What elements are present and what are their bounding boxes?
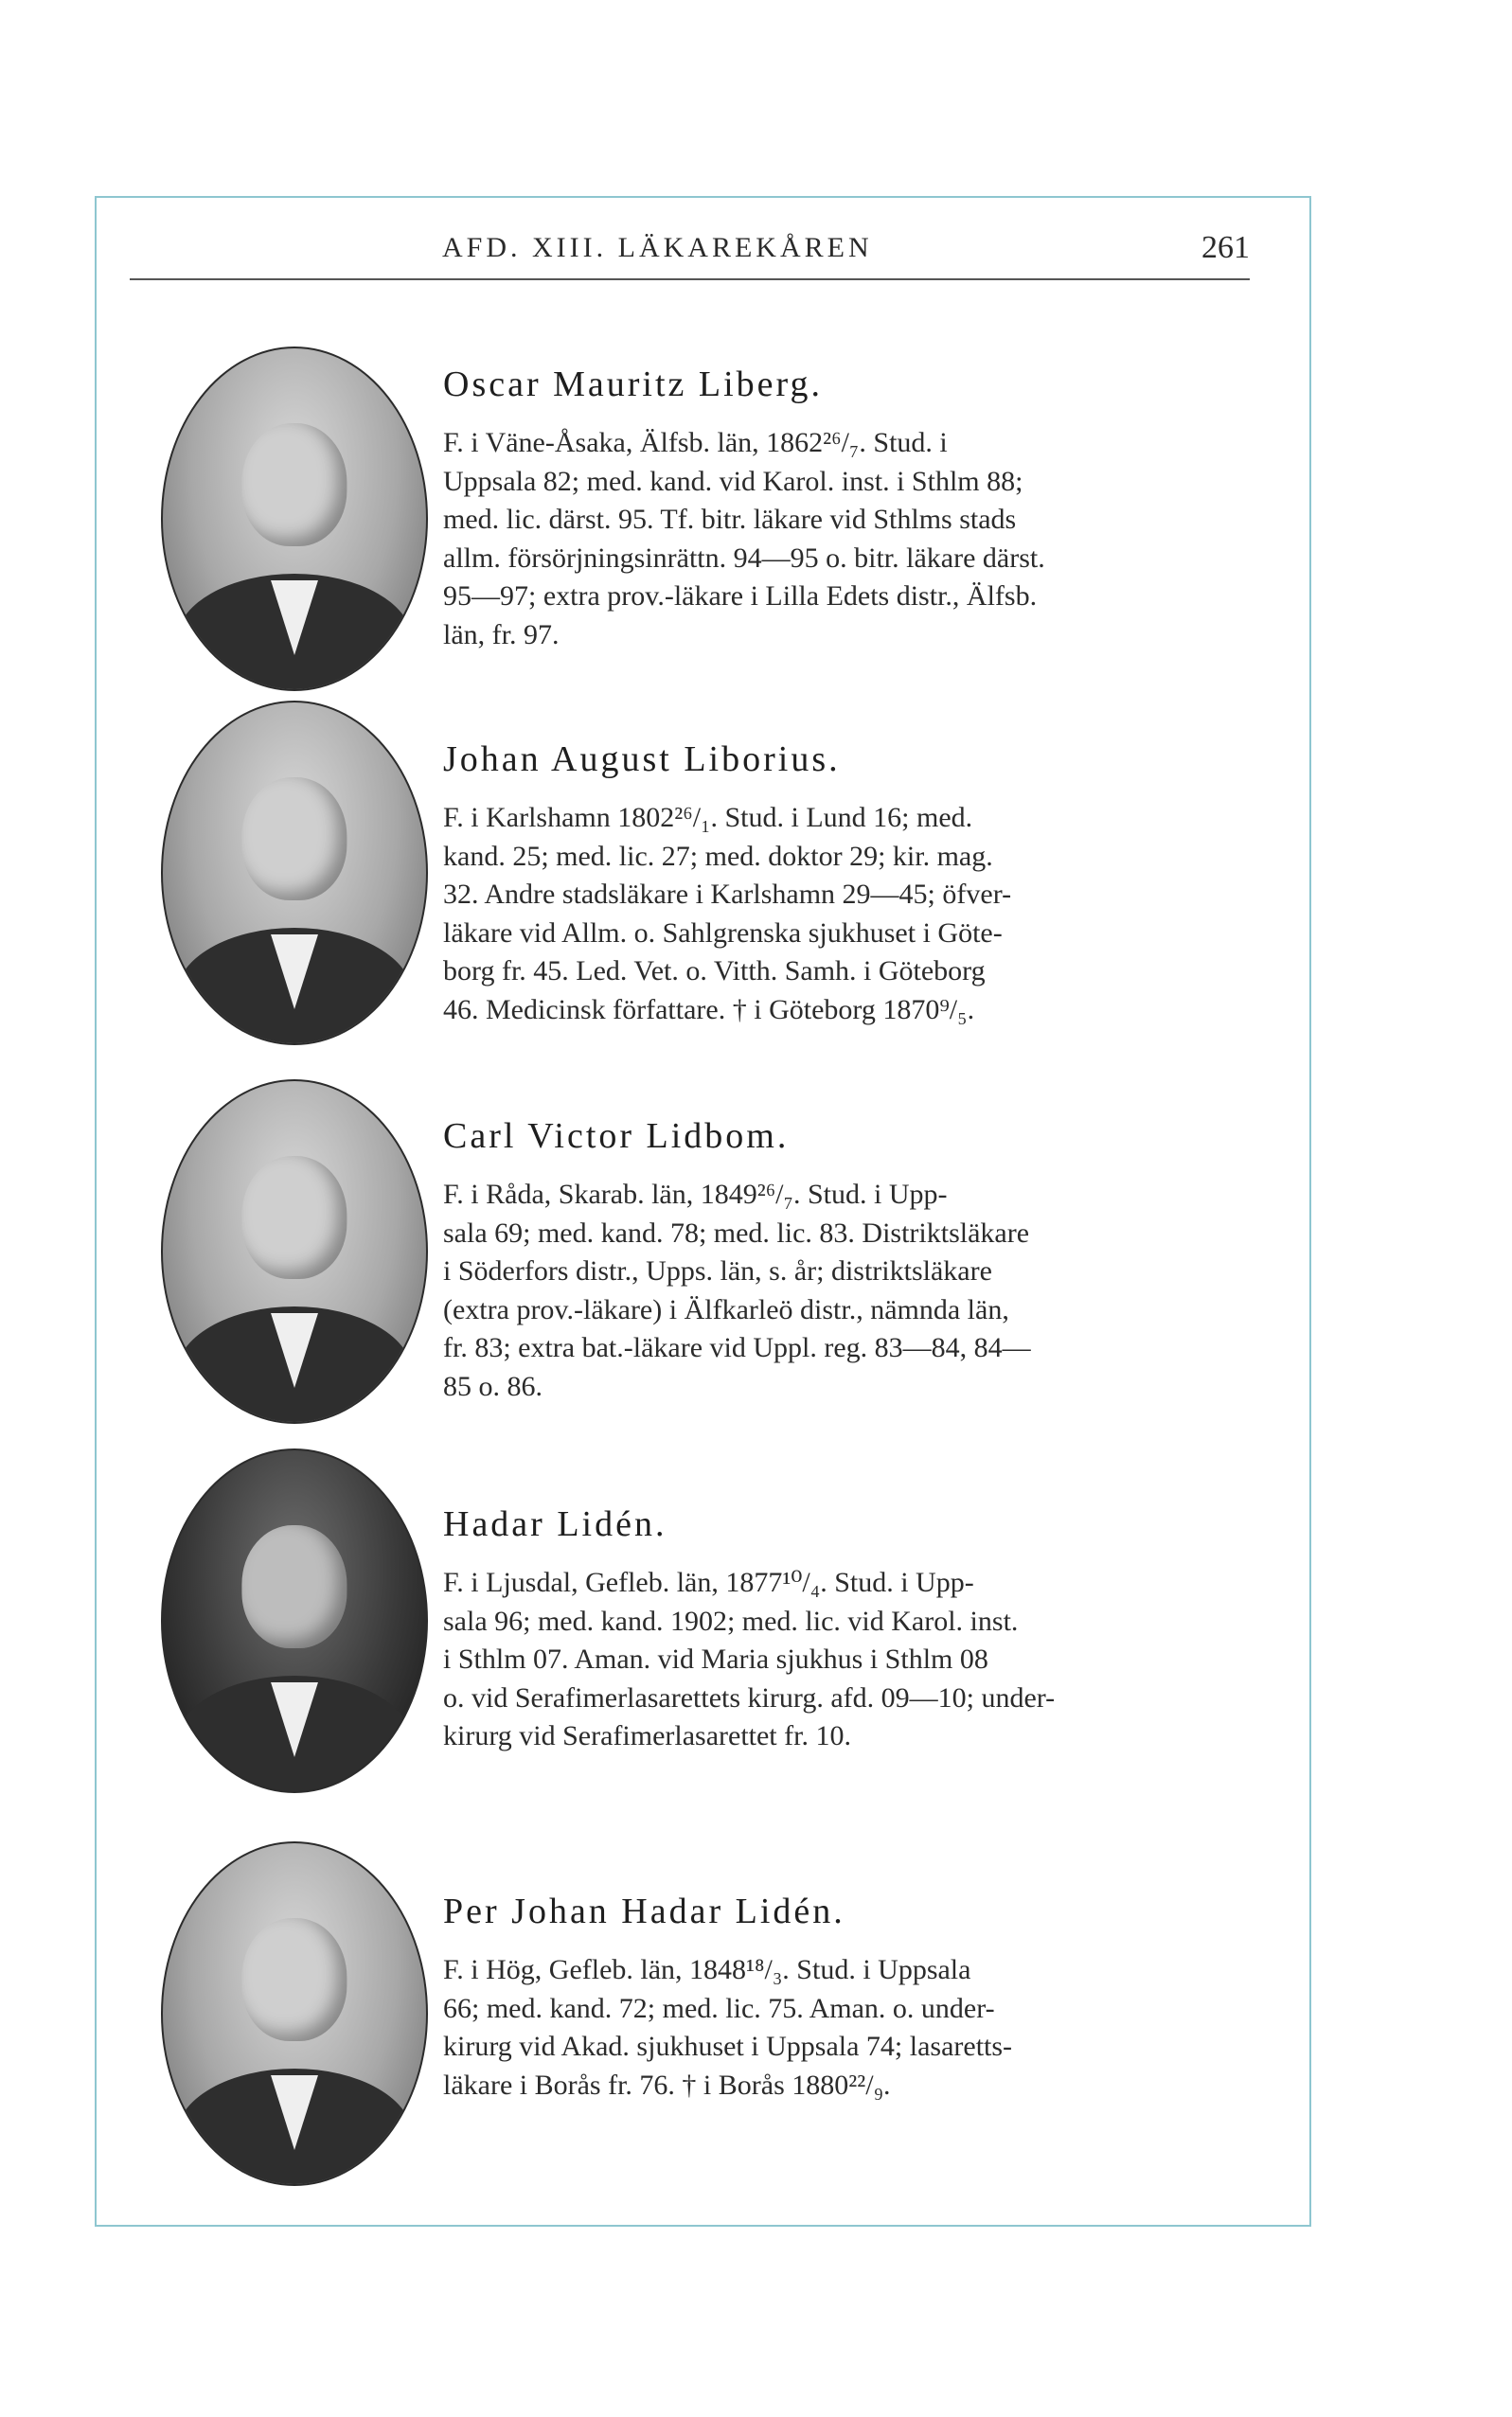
portrait-head [241, 1156, 347, 1279]
bio-line: län, fr. 97. [443, 618, 560, 650]
page-number: 261 [1201, 230, 1250, 265]
bio-line: 85 o. 86. [443, 1370, 543, 1402]
bio-line: kand. 25; med. lic. 27; med. doktor 29; kir. mag. [443, 840, 993, 872]
bio-line: i Söderfors distr., Upps. län, s. år; distriktsläkare [443, 1255, 992, 1287]
portrait-head [241, 1918, 347, 2041]
bio-line: allm. försörjningsinrättn. 94—95 o. bitr. läkare därst. [443, 542, 1045, 574]
bio-line: F. i Väne-Åsaka, Älfsb. län, 1862²⁶/₇. Stud. i [443, 427, 948, 458]
header-rule [130, 278, 1250, 280]
bio-line: kirurg vid Akad. sjukhuset i Uppsala 74; lasaretts- [443, 2031, 1013, 2062]
biography-text [443, 1891, 1253, 2105]
bio-line: Uppsala 82; med. kand. vid Karol. inst. i Sthlm 88; [443, 465, 1023, 497]
portrait-photo [161, 701, 428, 1045]
portrait-photo [161, 1079, 428, 1424]
person-name: Carl Victor Lidbom. [443, 1116, 790, 1156]
bio-line: sala 96; med. kand. 1902; med. lic. vid Karol. inst. [443, 1605, 1019, 1637]
biography-text [443, 1115, 1253, 1406]
person-name: Oscar Mauritz Liberg. [443, 364, 824, 404]
bio-line: F. i Karlshamn 1802²⁶/₁. Stud. i Lund 16; med. [443, 802, 973, 833]
portrait-head [241, 777, 347, 900]
biography-text [443, 364, 1253, 654]
bio-line: med. lic. därst. 95. Tf. bitr. läkare vid Sthlms stads [443, 504, 1017, 535]
bio-line: sala 69; med. kand. 78; med. lic. 83. Distriktsläkare [443, 1217, 1030, 1249]
running-header [130, 232, 1250, 274]
person-name: Per Johan Hadar Lidén. [443, 1892, 845, 1931]
bio-line: 66; med. kand. 72; med. lic. 75. Aman. o. under- [443, 1992, 995, 2024]
portrait-photo [161, 1448, 428, 1793]
section-title: AFD. XIII. LÄKAREKÅREN [442, 232, 873, 263]
person-name: Johan August Liborius. [443, 739, 841, 779]
bio-line: o. vid Serafimerlasarettets kirurg. afd. 09—10; under- [443, 1681, 1056, 1714]
portrait-photo [161, 1841, 428, 2186]
bio-line: läkare vid Allm. o. Sahlgrenska sjukhuset i Göte- [443, 916, 1003, 949]
bio-line: (extra prov.-läkare) i Älfkarleö distr., nämnda län, [443, 1293, 1009, 1325]
person-name: Hadar Lidén. [443, 1504, 667, 1544]
portrait-head [241, 423, 347, 546]
bio-line: F. i Hög, Gefleb. län, 1848¹⁸/₃. Stud. i Uppsala [443, 1954, 971, 1985]
portrait-head [241, 1525, 347, 1648]
bio-line: i Sthlm 07. Aman. vid Maria sjukhus i Sthlm 08 [443, 1644, 988, 1675]
biography-text [443, 1503, 1253, 1756]
bio-line: 46. Medicinsk författare. † i Göteborg 1870⁹/₅. [443, 993, 975, 1025]
portrait-photo [161, 347, 428, 691]
bio-line: läkare i Borås fr. 76. † i Borås 1880²²/₉. [443, 2069, 891, 2101]
bio-line: kirurg vid Serafimerlasarettet fr. 10. [443, 1720, 851, 1751]
bio-line: 95—97; extra prov.-läkare i Lilla Edets distr., Älfsb. [443, 580, 1038, 612]
bio-line: 32. Andre stadsläkare i Karlshamn 29—45; öfver- [443, 879, 1012, 910]
bio-line: F. i Ljusdal, Gefleb. län, 1877¹⁰/₄. Stud. i Upp- [443, 1567, 974, 1598]
bio-line: F. i Råda, Skarab. län, 1849²⁶/₇. Stud. i Upp- [443, 1179, 948, 1210]
bio-line: borg fr. 45. Led. Vet. o. Vitth. Samh. i Göteborg [443, 955, 986, 986]
bio-line: fr. 83; extra bat.-läkare vid Uppl. reg. 83—84, 84— [443, 1332, 1031, 1363]
biography-text [443, 738, 1253, 1029]
